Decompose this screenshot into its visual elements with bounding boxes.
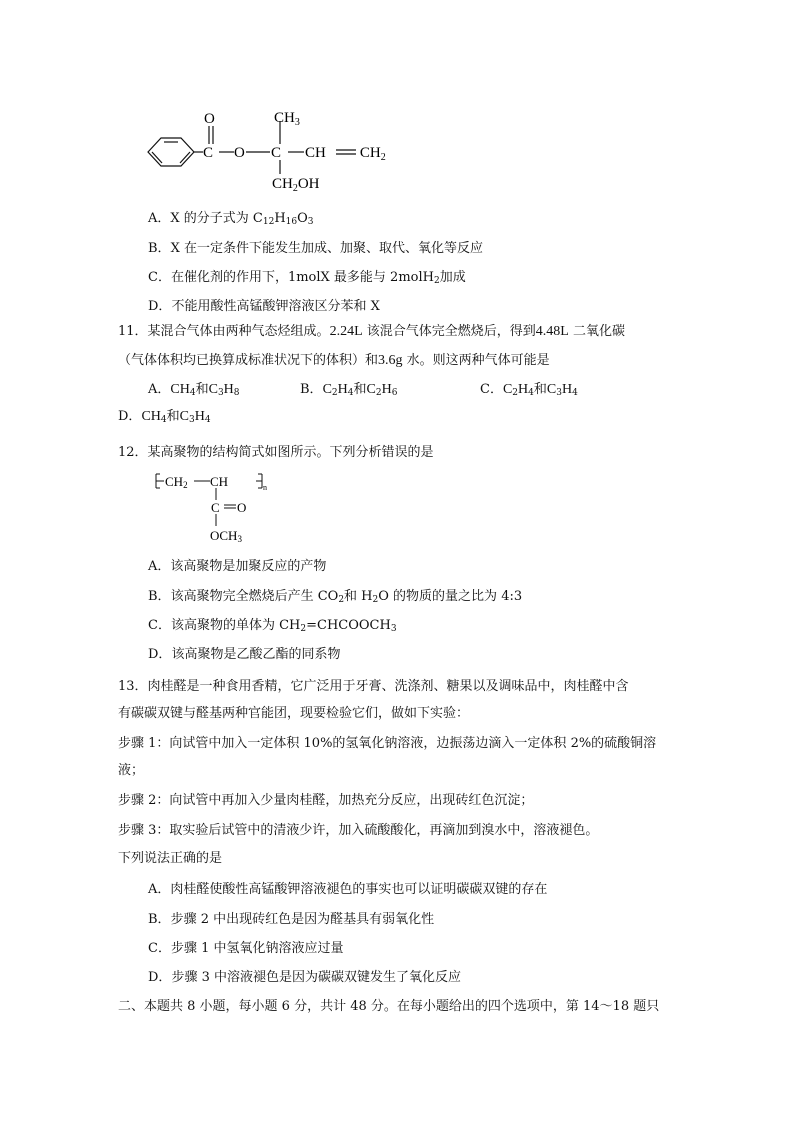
q13-option-d: D．步骤 3 中溶液褪色是因为碳碳双键发生了氧化反应 xyxy=(148,970,461,985)
q12-stem: 12．某高聚物的结构简式如图所示。下列分析错误的是 xyxy=(118,445,434,460)
q10-carbonyl-o: O xyxy=(204,111,215,127)
q13-option-c: C．步骤 1 中氢氧化钠溶液应过量 xyxy=(148,941,344,956)
q12-ch2-group: CH2 xyxy=(165,474,188,490)
q12-polymer-structure xyxy=(150,468,290,550)
q13-prompt: 下列说法正确的是 xyxy=(118,851,223,866)
q10-carbonyl-c: C xyxy=(203,145,214,161)
q13-stem-line1: 13．肉桂醛是一种食用香精，它广泛用于牙膏、洗涤剂、糖果以及调味品中，肉桂醛中含 xyxy=(118,679,629,694)
q11-option-c: C．$C_2H_4$和$C_3H_4$ xyxy=(480,382,578,398)
q10-methyl-group: $CH_3$ xyxy=(274,110,300,128)
q10-vinyl-group: CH $CH_2$ xyxy=(305,145,386,163)
q13-option-a: A．肉桂醛使酸性高锰酸钾溶液褪色的事实也可以证明碳碳双键的存在 xyxy=(148,882,548,897)
q12-repeat-n: n xyxy=(263,483,267,492)
q12-ch-group: CH xyxy=(210,474,229,489)
section2-heading: 二、本题共 8 小题，每小题 6 分，共计 48 分。在每小题给出的四个选项中，第 14～18 题只 xyxy=(118,999,660,1014)
q13-option-b: B．步骤 2 中出现砖红色是因为醛基具有弱氧化性 xyxy=(148,912,435,927)
q12-methoxy-group: OCH3 xyxy=(210,528,242,544)
q11-option-a: A．$CH_4$和$C_3H_8$ xyxy=(148,382,240,398)
q12-carbonyl-c: C xyxy=(211,500,220,515)
q13-step1-line2: 液； xyxy=(118,763,145,778)
q11-stem-line1: 11．某混合气体由两种气态烃组成。2.24L 该混合气体完全燃烧后，得到4.48L 二氧化碳 xyxy=(118,324,625,339)
q11-stem-line2: （气体体积均已换算成标准状况下的体积）和3.6g 水。则这两种气体可能是 xyxy=(118,353,550,368)
q11-option-d: D．$CH_4$和$C_3H_4$ xyxy=(118,409,211,425)
q10-structure-diagram xyxy=(140,108,410,198)
q10-option-b: B．X 在一定条件下能发生加成、加聚、取代、氧化等反应 xyxy=(148,241,483,256)
q13-stem-line2: 有碳碳双键与醛基两种官能团，现要检验它们，做如下实验： xyxy=(118,706,470,721)
q10-option-a: A．X 的分子式为 $C_{12}H_{16}O_3$ xyxy=(148,211,314,227)
q10-ester-o: O xyxy=(234,145,245,161)
q12-option-c: C．该高聚物的单体为 $CH_2=CHCOOCH_3$ xyxy=(148,618,397,634)
q13-step2: 步骤 2：向试管中再加入少量肉桂醛，加热充分反应，出现砖红色沉淀； xyxy=(118,793,534,808)
q12-option-b: B．该高聚物完全燃烧后产生 $CO_2$和 $H_2O$ 的物质的量之比为 4:3 xyxy=(148,589,523,605)
q11-option-b: B．$C_2H_4$和$C_2H_6$ xyxy=(300,382,398,398)
q13-step1-line1: 步骤 1：向试管中加入一定体积 10%的氢氧化钠溶液，边振荡边滴入一定体积 2%的硫酸铜溶 xyxy=(118,736,657,751)
q10-hydroxymethyl-group: $CH_2OH$ xyxy=(272,176,320,194)
q13-step3: 步骤 3：取实验后试管中的清液少许，加入硫酸酸化，再滴加到溴水中，溶液褪色。 xyxy=(118,823,599,838)
q10-center-c: C xyxy=(271,145,282,161)
q10-option-c: C．在催化剂的作用下，1molX 最多能与 2molH$_2$加成 xyxy=(148,270,466,286)
q10-option-d: D．不能用酸性高锰酸钾溶液区分苯和 X xyxy=(148,299,380,314)
benzene-ring xyxy=(148,138,194,166)
q12-carbonyl-o: O xyxy=(237,500,247,515)
q12-option-d: D．该高聚物是乙酸乙酯的同系物 xyxy=(148,647,341,662)
q12-option-a: A．该高聚物是加聚反应的产物 xyxy=(148,559,327,574)
